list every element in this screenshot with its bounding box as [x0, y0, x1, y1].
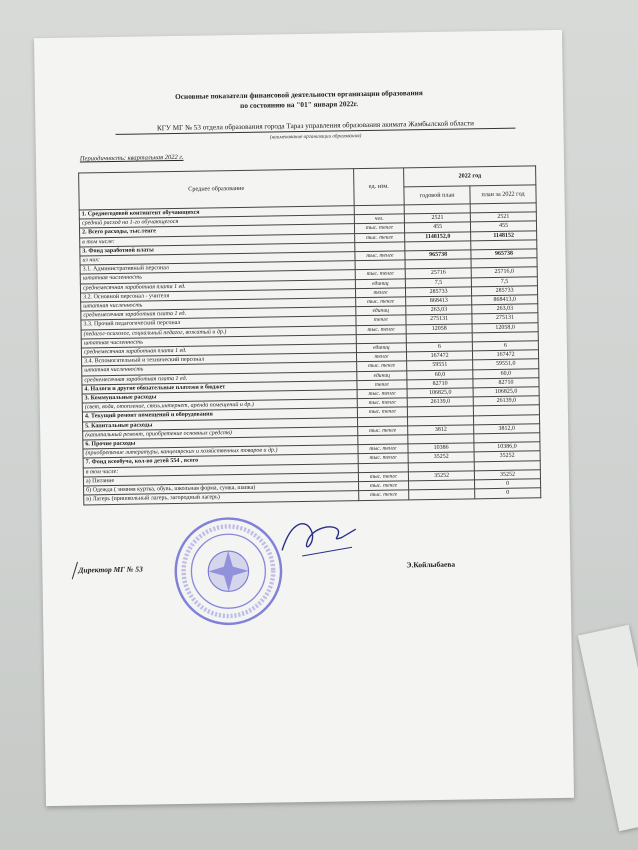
header-unit: ед. изм. — [353, 168, 404, 206]
row-plan: 2521 — [470, 212, 536, 222]
row-unit: тыс. тенге — [358, 481, 409, 491]
row-annual-plan: 965738 — [405, 250, 471, 260]
row-annual-plan: 455 — [405, 222, 471, 232]
background-paper — [578, 625, 638, 831]
row-plan: 285733 — [472, 286, 538, 296]
director-label: Директор МГ № 53 — [78, 564, 143, 575]
row-plan: 25716,0 — [471, 267, 537, 277]
row-annual-plan: 35252 — [408, 452, 474, 462]
row-annual-plan: 2521 — [404, 213, 470, 223]
row-name: средний расход на 1-го обучающегося — [79, 215, 354, 229]
row-unit: тыс. тенге — [357, 398, 408, 408]
row-plan: 3812,0 — [474, 424, 540, 434]
row-name: среднемесячная заработная плата 1 ед. — [82, 371, 357, 385]
row-unit: тыс. тенге — [356, 361, 407, 371]
header-year: 2022 год — [404, 166, 536, 187]
row-name: среднемесячная заработная плата 1 ед. — [81, 344, 356, 358]
row-name: 4. Текущий ремонт помещений и оборудования — [82, 408, 357, 422]
row-name: 3. Фонд заработной платы — [80, 242, 355, 256]
row-plan: 10386,0 — [474, 442, 540, 452]
row-annual-plan: 275131 — [406, 314, 472, 324]
row-name: (свет, вода, отопление, связь,интернет, аренда помещений и др.) — [82, 399, 357, 413]
director-signature — [271, 509, 362, 570]
row-unit: тыс. тенге — [354, 223, 405, 233]
row-plan: 35252 — [474, 470, 540, 480]
row-plan: 26139,0 — [473, 396, 539, 406]
row-annual-plan: 82710 — [407, 379, 473, 389]
row-annual-plan: 868413 — [406, 296, 472, 306]
official-stamp — [172, 514, 286, 628]
row-name: 2. Всего расходы, тыс.тенге — [79, 224, 354, 238]
row-plan: 6 — [472, 341, 538, 351]
row-plan: 59551,0 — [473, 359, 539, 369]
row-name: а) Питание — [83, 473, 358, 487]
document-date-line: по состоянию на "01" января 2022г. — [240, 99, 359, 110]
row-name: в том числе: — [80, 233, 355, 247]
row-name: штатная численность — [81, 335, 356, 349]
row-unit: тыс. тенге — [355, 297, 406, 307]
header-name: Среднее образование — [79, 169, 354, 210]
row-name: в) Лагерь (пришкольный лагерь, загородный лагерь) — [84, 491, 359, 505]
row-unit: тыс. тенге — [357, 407, 408, 417]
document-title: Основные показатели финансовой деятельности организации образования — [174, 88, 423, 101]
row-name: 3.2. Основной персонал - учителя — [81, 289, 356, 303]
row-unit: единиц — [356, 343, 407, 353]
row-name: (капитальный ремонт, приобретение основных средств) — [83, 427, 358, 441]
row-name: штатная численность — [80, 270, 355, 284]
row-name: штатная численность — [82, 362, 357, 376]
row-unit: тыс. тенге — [357, 426, 408, 436]
row-name: б) Одежда ( зимняя куртка, обувь, школьная форма, сумка, шапка) — [84, 482, 359, 496]
row-unit: тенге — [356, 352, 407, 362]
row-unit: тыс. тенге — [357, 389, 408, 399]
row-unit: единиц — [355, 279, 406, 289]
row-unit: тенге — [356, 315, 407, 325]
row-name: 1. Среднегодовой контингент обучающихся — [79, 206, 354, 220]
header-plan: годовой план — [404, 185, 470, 205]
row-unit: тыс. тенге — [358, 472, 409, 482]
row-unit: тыс. тенге — [358, 453, 409, 463]
row-name: 3.4. Вспомогательный и технический персонал — [82, 353, 357, 367]
row-annual-plan: 35252 — [409, 471, 475, 481]
row-annual-plan: 167472 — [407, 351, 473, 361]
row-annual-plan: 106825,0 — [407, 388, 473, 398]
organization-caption: (наименование организации образования) — [269, 133, 362, 141]
document-page — [34, 30, 574, 806]
row-unit: чел. — [354, 214, 405, 224]
row-plan: 35252 — [474, 451, 540, 461]
row-unit: единиц — [356, 371, 407, 381]
row-annual-plan: 25716 — [405, 268, 471, 278]
row-plan: 263,03 — [472, 304, 538, 314]
row-annual-plan — [409, 489, 475, 499]
row-name: 7. Фонд всеобуча, кол-во детей 554 , всего — [83, 454, 358, 468]
row-name: 3. Коммунальные расходы — [82, 390, 357, 404]
row-unit: единиц — [355, 306, 406, 316]
row-name: 3.3. Прочий педагогический персонал — [81, 316, 356, 330]
row-name: из них: — [80, 252, 355, 266]
row-plan: 1148152 — [471, 230, 537, 240]
row-name: в том числе: — [83, 463, 358, 477]
row-name: 3.1. Административный персонал — [80, 261, 355, 275]
director-name: Э.Койлыбаева — [406, 559, 456, 570]
period-label: Периодичность: квартальная 2022 г. — [79, 153, 184, 163]
row-name: 4. Налоги и другие обязательные платежи в бюджет — [82, 381, 357, 395]
row-annual-plan: 285733 — [406, 287, 472, 297]
row-name: (педагог-психолог, социальный педагог, вожатый и др.) — [81, 325, 356, 339]
row-plan: 0 — [475, 479, 541, 489]
row-plan: 455 — [471, 221, 537, 231]
row-annual-plan: 263,03 — [406, 305, 472, 315]
row-unit: тыс. тенге — [356, 325, 407, 335]
row-annual-plan: 3812 — [408, 425, 474, 435]
row-name: (приобретение литературы, канцелярских и хозяйственных товаров и др.) — [83, 445, 358, 459]
row-annual-plan: 10386 — [408, 443, 474, 453]
organization-name: КГУ МГ № 53 отдела образования города Тараз управления образования акимата Жамбылской области — [115, 119, 515, 135]
row-plan: 12058,0 — [472, 322, 538, 332]
row-plan: 0 — [475, 488, 541, 498]
row-name: 6. Прочие расходы — [83, 436, 358, 450]
row-unit: тенге — [357, 380, 408, 390]
row-unit: тенге — [355, 288, 406, 298]
row-annual-plan: 1148152,0 — [405, 231, 471, 241]
row-plan: 275131 — [472, 313, 538, 323]
row-unit: тыс. тенге — [358, 444, 409, 454]
row-unit: тыс. тенге — [358, 490, 409, 500]
row-plan: 965738 — [471, 249, 537, 259]
table-body — [79, 203, 541, 505]
row-plan: 167472 — [473, 350, 539, 360]
row-annual-plan: 12058 — [406, 323, 472, 333]
row-annual-plan: 26139,0 — [407, 397, 473, 407]
row-plan: 60,0 — [473, 368, 539, 378]
row-annual-plan: 60,0 — [407, 369, 473, 379]
row-unit: тыс. тенге — [355, 251, 406, 261]
row-plan: 868413,0 — [472, 295, 538, 305]
row-annual-plan: 7,5 — [405, 277, 471, 287]
row-unit: тыс. тенге — [355, 269, 406, 279]
row-plan: 7,5 — [471, 276, 537, 286]
row-plan: 106825,0 — [473, 387, 539, 397]
row-name: 5. Капитальные расходы — [83, 417, 358, 431]
row-plan: 82710 — [473, 378, 539, 388]
row-name: среднемесячная заработная плата 1 ед. — [80, 279, 355, 293]
row-unit: тыс. тенге — [354, 233, 405, 243]
header-plan2: план за 2022 год — [470, 184, 536, 204]
row-annual-plan: 6 — [406, 342, 472, 352]
financial-table — [78, 165, 541, 505]
row-name: среднемесячная заработная плата 1 ед. — [81, 307, 356, 321]
row-name: штатная численность — [81, 298, 356, 312]
row-annual-plan: 59551 — [407, 360, 473, 370]
